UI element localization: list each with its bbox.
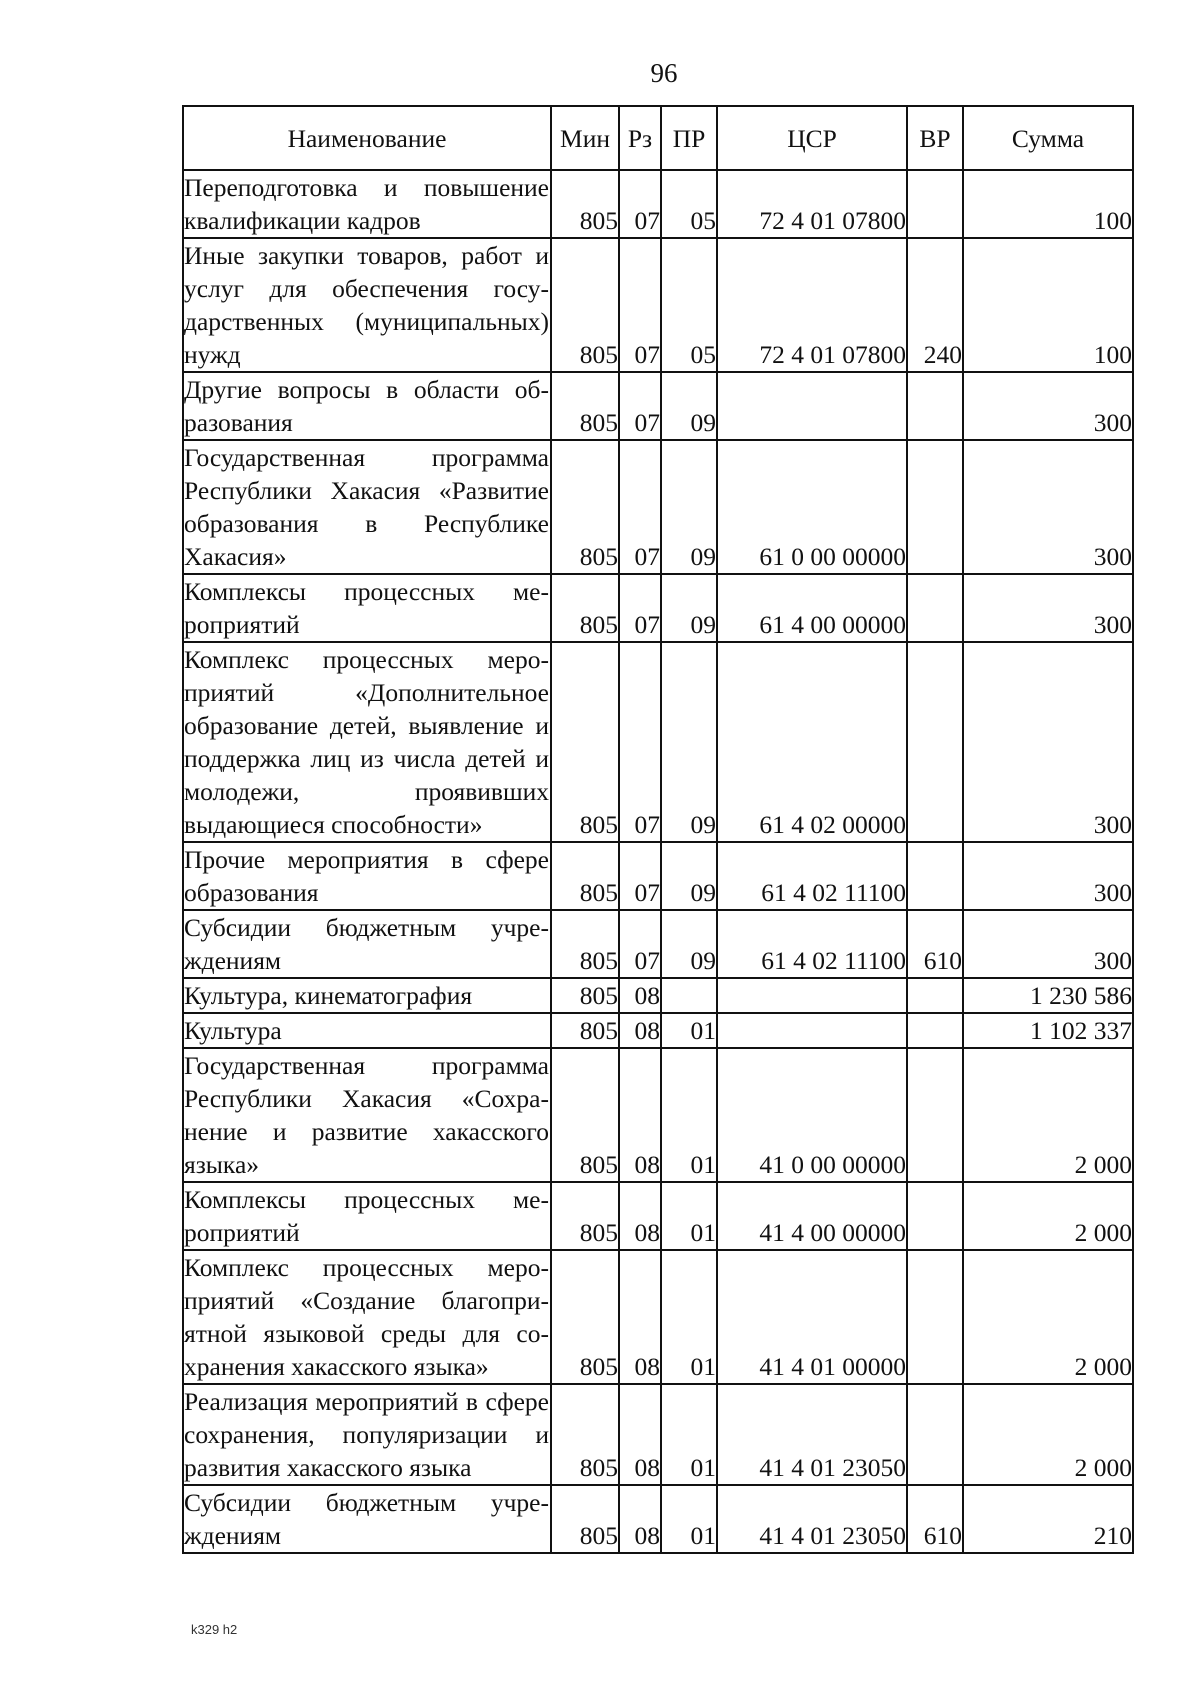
- cell-vr: 610: [907, 910, 963, 978]
- cell-min: 805: [551, 910, 619, 978]
- cell-sum: 2 000: [963, 1250, 1133, 1384]
- cell-vr: 610: [907, 1485, 963, 1553]
- cell-pr: 01: [661, 1013, 717, 1048]
- cell-sum: 300: [963, 440, 1133, 574]
- cell-rz: 07: [619, 238, 661, 372]
- cell-rz: 07: [619, 910, 661, 978]
- cell-min: 805: [551, 1013, 619, 1048]
- cell-sum: 1 230 586: [963, 978, 1133, 1013]
- header-name: Наименование: [183, 106, 551, 170]
- cell-csr: 61 4 02 11100: [717, 842, 907, 910]
- header-min: Мин: [551, 106, 619, 170]
- cell-vr: [907, 1250, 963, 1384]
- cell-min: 805: [551, 978, 619, 1013]
- cell-min: 805: [551, 1250, 619, 1384]
- cell-name: Государственная программа Республики Хакасия «Сохранение и развитие хакасского языка»: [183, 1048, 551, 1182]
- cell-vr: [907, 978, 963, 1013]
- cell-vr: [907, 642, 963, 842]
- cell-sum: 210: [963, 1485, 1133, 1553]
- cell-rz: 07: [619, 842, 661, 910]
- cell-name: Другие вопросы в области образования: [183, 372, 551, 440]
- cell-pr: 05: [661, 170, 717, 238]
- cell-name: Государственная программа Республики Хакасия «Развитие образования в Республике Хакасия»: [183, 440, 551, 574]
- cell-vr: [907, 1048, 963, 1182]
- cell-sum: 100: [963, 170, 1133, 238]
- cell-pr: 09: [661, 574, 717, 642]
- cell-rz: 07: [619, 574, 661, 642]
- cell-csr: 41 4 00 00000: [717, 1182, 907, 1250]
- table-row: [183, 1013, 1133, 1048]
- cell-vr: [907, 842, 963, 910]
- table-row: [183, 170, 1133, 238]
- cell-sum: 300: [963, 372, 1133, 440]
- table-row: [183, 238, 1133, 372]
- cell-csr: 72 4 01 07800: [717, 238, 907, 372]
- header-sum: Сумма: [963, 106, 1133, 170]
- cell-name: Комплекс процессных мероприятий «Создание благоприятной языковой среды для сохранения хакасского языка»: [183, 1250, 551, 1384]
- table-row: [183, 574, 1133, 642]
- header-rz: Рз: [619, 106, 661, 170]
- cell-min: 805: [551, 1182, 619, 1250]
- cell-pr: 09: [661, 372, 717, 440]
- cell-pr: 09: [661, 910, 717, 978]
- cell-rz: 08: [619, 1485, 661, 1553]
- cell-rz: 08: [619, 978, 661, 1013]
- cell-rz: 08: [619, 1384, 661, 1485]
- cell-name: Иные закупки товаров, работ и услуг для обеспечения государственных (муниципальных) нужд: [183, 238, 551, 372]
- cell-pr: [661, 978, 717, 1013]
- cell-csr: 41 4 01 23050: [717, 1485, 907, 1553]
- table-row: [183, 440, 1133, 574]
- cell-vr: [907, 170, 963, 238]
- table-row: [183, 1384, 1133, 1485]
- cell-vr: 240: [907, 238, 963, 372]
- cell-min: 805: [551, 1048, 619, 1182]
- cell-csr: 41 4 01 23050: [717, 1384, 907, 1485]
- cell-pr: 09: [661, 642, 717, 842]
- cell-rz: 07: [619, 372, 661, 440]
- cell-csr: [717, 978, 907, 1013]
- cell-min: 805: [551, 372, 619, 440]
- cell-rz: 07: [619, 170, 661, 238]
- cell-pr: 09: [661, 440, 717, 574]
- cell-csr: 61 4 02 11100: [717, 910, 907, 978]
- cell-pr: 01: [661, 1384, 717, 1485]
- cell-csr: 41 0 00 00000: [717, 1048, 907, 1182]
- cell-name: Прочие мероприятия в сфере образования: [183, 842, 551, 910]
- table-body: [183, 170, 1133, 1553]
- cell-pr: 01: [661, 1048, 717, 1182]
- page-number: 96: [650, 58, 678, 88]
- table-row: [183, 978, 1133, 1013]
- cell-rz: 08: [619, 1182, 661, 1250]
- cell-min: 805: [551, 440, 619, 574]
- cell-name: Комплекс процессных мероприятий «Дополнительное образование детей, выявление и поддержка лиц из числа детей и молодежи, проявивших выдающиеся способности»: [183, 642, 551, 842]
- cell-pr: 01: [661, 1485, 717, 1553]
- table-row: [183, 1182, 1133, 1250]
- header-csr: ЦСР: [717, 106, 907, 170]
- cell-sum: 1 102 337: [963, 1013, 1133, 1048]
- cell-vr: [907, 1013, 963, 1048]
- cell-name: Комплексы процессных мероприятий: [183, 1182, 551, 1250]
- cell-sum: 2 000: [963, 1048, 1133, 1182]
- cell-sum: 300: [963, 642, 1133, 842]
- cell-vr: [907, 372, 963, 440]
- cell-csr: 61 4 02 00000: [717, 642, 907, 842]
- cell-name: Реализация мероприятий в сфере сохранения, популяризации и развития хакасского языка: [183, 1384, 551, 1485]
- cell-pr: 01: [661, 1182, 717, 1250]
- cell-sum: 300: [963, 842, 1133, 910]
- cell-pr: 09: [661, 842, 717, 910]
- cell-csr: [717, 1013, 907, 1048]
- cell-min: 805: [551, 842, 619, 910]
- cell-name: Субсидии бюджетным учреждениям: [183, 910, 551, 978]
- cell-csr: 72 4 01 07800: [717, 170, 907, 238]
- header-pr: ПР: [661, 106, 717, 170]
- table-row: [183, 1485, 1133, 1553]
- cell-vr: [907, 574, 963, 642]
- table-row: [183, 842, 1133, 910]
- cell-min: 805: [551, 1485, 619, 1553]
- cell-sum: 2 000: [963, 1182, 1133, 1250]
- cell-csr: [717, 372, 907, 440]
- cell-rz: 08: [619, 1250, 661, 1384]
- table-row: [183, 910, 1133, 978]
- table-row: [183, 1250, 1133, 1384]
- cell-rz: 08: [619, 1013, 661, 1048]
- cell-pr: 01: [661, 1250, 717, 1384]
- cell-min: 805: [551, 170, 619, 238]
- cell-name: Культура, кинематография: [183, 978, 551, 1013]
- cell-min: 805: [551, 574, 619, 642]
- table-row: [183, 642, 1133, 842]
- header-vr: ВР: [907, 106, 963, 170]
- budget-table: [182, 105, 1134, 1554]
- table-row: [183, 1048, 1133, 1182]
- cell-vr: [907, 1182, 963, 1250]
- cell-vr: [907, 440, 963, 574]
- table-header-row: [183, 106, 1133, 170]
- cell-sum: 100: [963, 238, 1133, 372]
- cell-sum: 300: [963, 910, 1133, 978]
- table-row: [183, 372, 1133, 440]
- cell-vr: [907, 1384, 963, 1485]
- footer-code: k329 h2: [191, 1622, 238, 1637]
- cell-name: Субсидии бюджетным учреждениям: [183, 1485, 551, 1553]
- cell-csr: 61 0 00 00000: [717, 440, 907, 574]
- cell-sum: 300: [963, 574, 1133, 642]
- cell-min: 805: [551, 1384, 619, 1485]
- cell-name: Переподготовка и повышение квалификации кадров: [183, 170, 551, 238]
- cell-name: Культура: [183, 1013, 551, 1048]
- cell-rz: 07: [619, 440, 661, 574]
- cell-min: 805: [551, 238, 619, 372]
- cell-csr: 41 4 01 00000: [717, 1250, 907, 1384]
- cell-name: Комплексы процессных мероприятий: [183, 574, 551, 642]
- cell-csr: 61 4 00 00000: [717, 574, 907, 642]
- cell-rz: 07: [619, 642, 661, 842]
- cell-rz: 08: [619, 1048, 661, 1182]
- cell-sum: 2 000: [963, 1384, 1133, 1485]
- cell-pr: 05: [661, 238, 717, 372]
- cell-min: 805: [551, 642, 619, 842]
